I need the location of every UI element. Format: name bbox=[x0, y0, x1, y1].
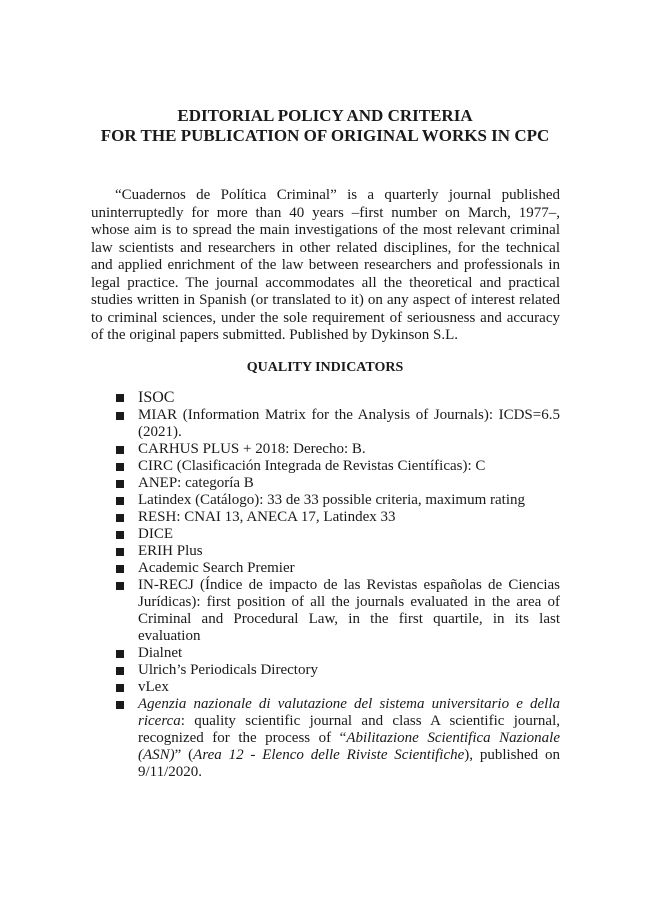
anvur-text-2: ” ( bbox=[174, 747, 194, 763]
asn-name: Abilitazione Scientifica Nazionale (ASN) bbox=[138, 730, 560, 763]
square-bullet-icon bbox=[116, 531, 124, 539]
anvur-text-3: ), published on 9/11/2020. bbox=[138, 747, 561, 780]
quality-indicators-heading: QUALITY INDICATORS bbox=[246, 360, 404, 375]
square-bullet-icon bbox=[116, 497, 124, 505]
list-item bbox=[114, 475, 560, 492]
square-bullet-icon bbox=[116, 582, 124, 590]
square-bullet-icon bbox=[116, 701, 124, 709]
square-bullet-icon bbox=[116, 667, 124, 675]
list-item-text: CIRC (Clasificación Integrada de Revistas Científicas): C bbox=[138, 458, 486, 474]
title-line-1: EDITORIAL POLICY AND CRITERIA bbox=[177, 106, 473, 125]
agency-name: Agenzia nazionale di valutazione del sistema universitario e della ricerca bbox=[138, 696, 560, 729]
list-item-text: IN-RECJ (Índice de impacto de las Revistas españolas de Ciencias Jurídicas): first position of all the journals evaluated in the area of Criminal and Procedural Law, in the first quartile, in its last evaluation bbox=[138, 577, 560, 644]
square-bullet-icon bbox=[116, 565, 124, 573]
page-title bbox=[60, 106, 590, 146]
list-item-text: vLex bbox=[138, 679, 169, 695]
square-bullet-icon bbox=[116, 548, 124, 556]
square-bullet-icon bbox=[116, 480, 124, 488]
list-item bbox=[114, 509, 560, 526]
list-item-text: ISOC bbox=[138, 389, 175, 406]
square-bullet-icon bbox=[116, 394, 124, 402]
anvur-text-1: : quality scientific journal and class A scientific journal, recognized for the process of “ bbox=[138, 713, 560, 746]
intro-paragraph: “Cuadernos de Política Criminal” is a quarterly journal published uninterruptedly for more than 40 years –first number on March, 1977–, whose aim is to spread the main investigations of the most relevant criminal law scientists and researchers in other related disciplines, for the technical and applied enrichment of the law between researchers and professionals in legal practice. The journal accommodates all the theoretical and practical studies written in Spanish (or translated to it) on any aspect of interest related to criminal sciences, under the sole requirement of seriousness and accuracy of the original papers submitted. Published by Dykinson S.L. bbox=[91, 187, 560, 343]
list-item-text: MIAR (Information Matrix for the Analysis of Journals): ICDS=6.5 (2021). bbox=[138, 407, 560, 440]
square-bullet-icon bbox=[116, 446, 124, 454]
area-name: Area 12 - Elenco delle Riviste Scientifiche bbox=[193, 747, 465, 763]
square-bullet-icon bbox=[116, 412, 124, 420]
list-item-text: RESH: CNAI 13, ANECA 17, Latindex 33 bbox=[138, 509, 396, 525]
list-item-text: ERIH Plus bbox=[138, 543, 203, 559]
list-item bbox=[114, 696, 560, 781]
list-item-text: Latindex (Catálogo): 33 de 33 possible criteria, maximum rating bbox=[138, 492, 525, 508]
square-bullet-icon bbox=[116, 650, 124, 658]
list-item bbox=[114, 458, 560, 475]
square-bullet-icon bbox=[116, 514, 124, 522]
list-item-text: ANEP: categoría B bbox=[138, 475, 254, 491]
list-item bbox=[114, 389, 560, 407]
list-item-text: Ulrich’s Periodicals Directory bbox=[138, 662, 318, 678]
list-item bbox=[114, 407, 560, 441]
square-bullet-icon bbox=[116, 684, 124, 692]
list-item bbox=[114, 441, 560, 458]
list-item bbox=[114, 645, 560, 662]
list-item-text: Academic Search Premier bbox=[138, 560, 295, 576]
list-item bbox=[114, 679, 560, 696]
square-bullet-icon bbox=[116, 463, 124, 471]
list-item-text: DICE bbox=[138, 526, 173, 542]
quality-indicators-list bbox=[114, 389, 560, 781]
list-item bbox=[114, 492, 560, 509]
list-item-text: Dialnet bbox=[138, 645, 183, 661]
list-item bbox=[114, 543, 560, 560]
list-item bbox=[114, 662, 560, 679]
list-item bbox=[114, 526, 560, 543]
list-item-text: CARHUS PLUS + 2018: Derecho: B. bbox=[138, 441, 366, 457]
list-item bbox=[114, 560, 560, 577]
title-line-2: FOR THE PUBLICATION OF ORIGINAL WORKS IN CPC bbox=[100, 126, 550, 145]
list-item bbox=[114, 577, 560, 645]
